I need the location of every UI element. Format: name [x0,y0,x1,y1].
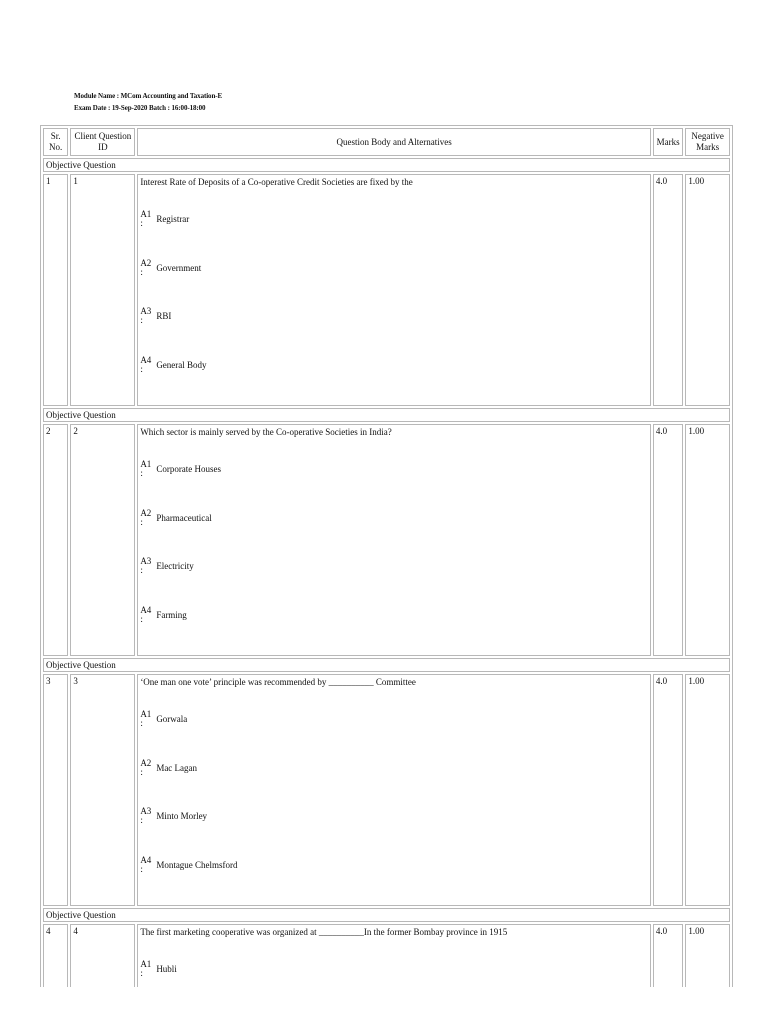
alternative [140,960,648,987]
alternative-code-separator: : [140,565,143,575]
alternative [140,509,648,558]
question-client-id: 4 [70,924,135,987]
alternative-code [140,557,156,575]
question-marks: 4.0 [653,674,683,906]
alternative-text: Registrar [156,214,190,224]
alternative-code [140,960,156,978]
section-label: Objective Question [43,408,730,422]
alternative-code-separator: : [140,363,143,374]
alternative-code-separator: : [140,968,143,978]
question-body [137,174,651,406]
question-client-id: 3 [70,674,135,906]
alternative [140,307,648,356]
question-marks: 4.0 [653,924,683,987]
alternative-code [140,460,156,478]
alternative-code-label: A1 [140,709,152,719]
alternative-code-separator: : [140,766,143,777]
question-body [137,674,651,906]
alternative [140,710,648,759]
section-label: Objective Question [43,908,730,922]
alternative-code-label: A2 [140,257,152,268]
question-body [137,924,651,987]
alternative [140,557,648,606]
question-negative-marks: 1.00 [685,924,730,987]
alternative-code-separator: : [140,815,143,825]
alternative-code-separator: : [140,613,143,624]
alternative-text: Minto Morley [156,811,208,821]
alternative-code-label: A3 [140,806,152,816]
alternative [140,807,648,856]
module-name: Module Name : MCom Accounting and Taxation-E [74,92,223,100]
alternative-code [140,307,156,325]
question-sr-no: 4 [43,924,68,987]
question-table-body [43,158,730,987]
section-row [43,158,730,172]
col-header-question-body: Question Body and Alternatives [137,128,651,156]
alternative-code [140,807,156,825]
alternative-code-separator: : [140,516,143,527]
alternative [140,759,648,808]
alternative-text: Pharmaceutical [156,512,212,523]
question-row [43,924,730,987]
alternative-code-label: A3 [140,306,152,316]
alternative-code-label: A1 [140,459,152,469]
alternative-code-separator: : [140,718,143,728]
question-marks: 4.0 [653,424,683,656]
alternative [140,259,648,308]
question-sr-no: 3 [43,674,68,906]
question-negative-marks: 1.00 [685,174,730,406]
alternative-text: Hubli [156,964,177,974]
alternative-code [140,759,156,777]
alternative-text: Corporate Houses [156,464,222,474]
table-header-row [43,128,730,156]
alternative-text: Gorwala [156,714,188,724]
question-negative-marks: 1.00 [685,674,730,906]
alternative [140,460,648,509]
alternative [140,356,648,405]
exam-date-batch: Exam Date : 19-Sep-2020 Batch : 16:00-18:00 [74,104,206,112]
alternative-code-separator: : [140,315,143,325]
alternative-code-label: A1 [140,209,152,219]
question-marks: 4.0 [653,174,683,406]
question-client-id: 1 [70,174,135,406]
alternative-code [140,259,156,277]
question-row [43,674,730,906]
question-row [43,424,730,656]
section-row [43,408,730,422]
question-sheet [40,125,733,987]
alternative-code [140,210,156,228]
alternative [140,606,648,655]
alternative [140,210,648,259]
alternative-code-separator: : [140,218,143,228]
alternative-text: Mac Lagan [156,762,198,773]
alternative-code-label: A2 [140,507,152,518]
question-text: The first marketing cooperative was organized at __________In the former Bombay province in 1915 [140,927,508,937]
section-row [43,658,730,672]
question-sr-no: 2 [43,424,68,656]
alternative-text: Government [156,262,202,273]
alternative-code-separator: : [140,863,143,874]
alternative-code [140,856,156,874]
alternative-code-label: A4 [140,854,152,865]
question-text: Which sector is mainly served by the Co-operative Societies in India? [140,427,392,437]
section-label: Objective Question [43,158,730,172]
alternative-text: Montague Chelmsford [156,859,238,870]
question-client-id: 2 [70,424,135,656]
section-label: Objective Question [43,658,730,672]
alternative-text: RBI [156,311,172,321]
alternative-code-label: A4 [140,604,152,615]
question-body [137,424,651,656]
alternative-code-label: A1 [140,959,152,969]
question-row [43,174,730,406]
section-row [43,908,730,922]
alternative-code [140,356,156,374]
col-header-marks: Marks [653,128,683,156]
document-header [74,90,222,114]
alternative-code-label: A2 [140,757,152,768]
question-negative-marks: 1.00 [685,424,730,656]
alternative-code-separator: : [140,468,143,478]
col-header-sr-no: Sr. No. [43,128,68,156]
alternative-code [140,606,156,624]
alternative [140,856,648,905]
alternative-code-label: A3 [140,556,152,566]
alternative-text: General Body [156,359,207,370]
question-text: Interest Rate of Deposits of a Co-operative Credit Societies are fixed by the [140,177,413,187]
question-text: ‘One man one vote’ principle was recommended by __________ Committee [140,677,416,687]
alternative-code [140,509,156,527]
question-sr-no: 1 [43,174,68,406]
question-table [40,125,733,987]
col-header-client-question-id: Client Question ID [70,128,135,156]
alternative-code [140,710,156,728]
alternative-text: Farming [156,609,187,620]
alternative-text: Electricity [156,561,194,571]
alternative-code-label: A4 [140,354,152,365]
col-header-negative-marks: Negative Marks [685,128,730,156]
alternative-code-separator: : [140,266,143,277]
